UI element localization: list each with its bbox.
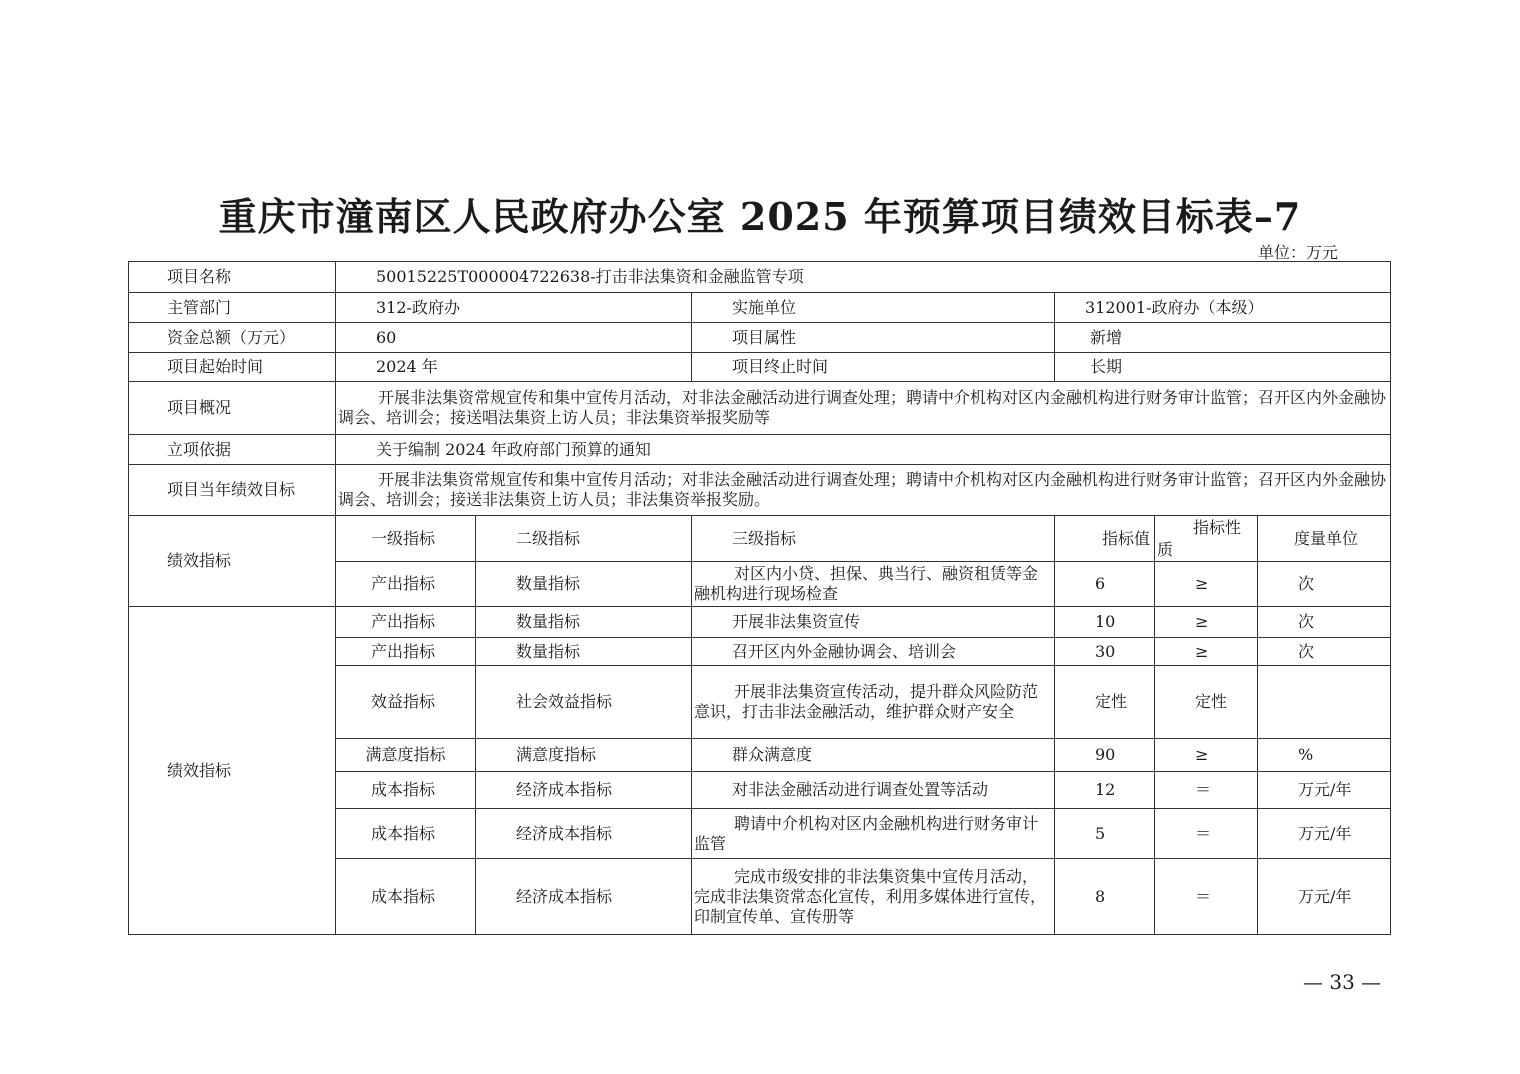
row-basis bbox=[129, 435, 1391, 465]
row4-level1: 满意度指标 bbox=[336, 739, 476, 772]
row0-level2: 数量指标 bbox=[476, 562, 692, 607]
row7-level3: 完成市级安排的非法集资集中宣传月活动，完成非法集资常态化宣传，利用多媒体进行宣传，印制宣传单、宣传册等 bbox=[692, 859, 1055, 935]
funds-label: 资金总额（万元） bbox=[129, 323, 336, 353]
row-overview bbox=[129, 382, 1391, 435]
basis-label: 立项依据 bbox=[129, 435, 336, 465]
goal-value: 开展非法集资常规宣传和集中宣传月活动；对非法金融活动进行调查处理；聘请中介机构对区内金融机构进行财务审计监管；召开区内外金融协调会、培训会；接送非法集资上访人员；非法集资举报奖励。 bbox=[336, 465, 1391, 516]
row6-unit: 万元/年 bbox=[1258, 809, 1391, 859]
row5-unit: 万元/年 bbox=[1258, 772, 1391, 809]
row3-nature: 定性 bbox=[1155, 666, 1258, 739]
start-value: 2024 年 bbox=[336, 353, 692, 382]
row0-level3: 对区内小贷、担保、典当行、融资租赁等金融机构进行现场检查 bbox=[692, 562, 1055, 607]
row3-level3: 开展非法集资宣传活动，提升群众风险防范意识，打击非法金融活动，维护群众财产安全 bbox=[692, 666, 1055, 739]
budget-performance-table bbox=[128, 261, 1391, 935]
row1-value: 10 bbox=[1055, 607, 1155, 638]
row5-level1: 成本指标 bbox=[336, 772, 476, 809]
impl-unit-value bbox=[1055, 293, 1391, 323]
row6-level3: 聘请中介机构对区内金融机构进行财务审计监管 bbox=[692, 809, 1055, 859]
end-label: 项目终止时间 bbox=[692, 353, 1055, 382]
header-nature-bottom: 质 bbox=[1157, 539, 1174, 559]
row5-value: 12 bbox=[1055, 772, 1155, 809]
row4-level3: 群众满意度 bbox=[692, 739, 1055, 772]
row0-unit: 次 bbox=[1258, 562, 1391, 607]
page-number: — 33 — bbox=[1303, 970, 1382, 994]
row-funds bbox=[129, 323, 1391, 353]
row0-value: 6 bbox=[1055, 562, 1155, 607]
header-value: 指标值 bbox=[1055, 516, 1155, 562]
project-name-value: 50015225T000004722638-打击非法集资和金融监管专项 bbox=[336, 262, 1391, 293]
row-time bbox=[129, 353, 1391, 382]
overview-value: 开展非法集资常规宣传和集中宣传月活动，对非法金融活动进行调查处理；聘请中介机构对区内金融机构进行财务审计监管；召开区内外金融协调会、培训会；接送唱法集资上访人员；非法集资举报奖励等 bbox=[336, 382, 1391, 435]
row-dept bbox=[129, 293, 1391, 323]
row6-nature: ＝ bbox=[1155, 809, 1258, 859]
document-title: 重庆市潼南区人民政府办公室 2025 年预算项目绩效目标表–7 bbox=[218, 194, 1302, 239]
row6-value: 5 bbox=[1055, 809, 1155, 859]
row7-nature: ＝ bbox=[1155, 859, 1258, 935]
dept-value: 312-政府办 bbox=[336, 293, 692, 323]
row4-nature: ≥ bbox=[1155, 739, 1258, 772]
row3-level2: 社会效益指标 bbox=[476, 666, 692, 739]
attr-value bbox=[1055, 323, 1391, 353]
row0-level1: 产出指标 bbox=[336, 562, 476, 607]
funds-value: 60 bbox=[336, 323, 692, 353]
row4-level2: 满意度指标 bbox=[476, 739, 692, 772]
row5-level3: 对非法金融活动进行调查处置等活动 bbox=[692, 772, 1055, 809]
row3-unit bbox=[1258, 666, 1391, 739]
start-label: 项目起始时间 bbox=[129, 353, 336, 382]
header-level2: 二级指标 bbox=[476, 516, 692, 562]
row6-level2: 经济成本指标 bbox=[476, 809, 692, 859]
impl-unit-label: 实施单位 bbox=[692, 293, 1055, 323]
header-nature bbox=[1155, 516, 1258, 562]
basis-value: 关于编制 2024 年政府部门预算的通知 bbox=[336, 435, 1391, 465]
row6-level1: 成本指标 bbox=[336, 809, 476, 859]
row1-level1: 产出指标 bbox=[336, 607, 476, 638]
row2-unit: 次 bbox=[1258, 638, 1391, 666]
row3-level1: 效益指标 bbox=[336, 666, 476, 739]
header-level1: 一级指标 bbox=[336, 516, 476, 562]
row7-unit: 万元/年 bbox=[1258, 859, 1391, 935]
row2-level3: 召开区内外金融协调会、培训会 bbox=[692, 638, 1055, 666]
row1-unit: 次 bbox=[1258, 607, 1391, 638]
header-nature-top: 指标性 bbox=[1193, 517, 1242, 537]
attr-text: 新增 bbox=[1090, 327, 1123, 347]
row1-nature: ≥ bbox=[1155, 607, 1258, 638]
row-indicator-headers bbox=[129, 516, 1391, 562]
dept-label: 主管部门 bbox=[129, 293, 336, 323]
end-text: 长期 bbox=[1090, 357, 1123, 376]
row1-level2: 数量指标 bbox=[476, 607, 692, 638]
row7-value: 8 bbox=[1055, 859, 1155, 935]
unit-label: 单位：万元 bbox=[1258, 243, 1339, 262]
row3-value: 定性 bbox=[1055, 666, 1155, 739]
goal-label: 项目当年绩效目标 bbox=[129, 465, 336, 516]
overview-label: 项目概况 bbox=[129, 382, 336, 435]
end-value bbox=[1055, 353, 1391, 382]
row-project-name bbox=[129, 262, 1391, 293]
performance-label-bottom: 绩效指标 bbox=[129, 607, 336, 935]
row2-nature: ≥ bbox=[1155, 638, 1258, 666]
attr-label: 项目属性 bbox=[692, 323, 1055, 353]
row2-value: 30 bbox=[1055, 638, 1155, 666]
row5-nature: ＝ bbox=[1155, 772, 1258, 809]
impl-unit-text: 312001-政府办（本级） bbox=[1085, 297, 1264, 317]
performance-label-top: 绩效指标 bbox=[129, 516, 336, 607]
row4-unit: % bbox=[1258, 739, 1391, 772]
row4-value: 90 bbox=[1055, 739, 1155, 772]
row7-level2: 经济成本指标 bbox=[476, 859, 692, 935]
row2-level1: 产出指标 bbox=[336, 638, 476, 666]
row0-nature: ≥ bbox=[1155, 562, 1258, 607]
row2-level2: 数量指标 bbox=[476, 638, 692, 666]
row-goal bbox=[129, 465, 1391, 516]
indicator-row-1 bbox=[129, 607, 1391, 638]
row1-level3: 开展非法集资宣传 bbox=[692, 607, 1055, 638]
header-unit: 度量单位 bbox=[1258, 516, 1391, 562]
row7-level1: 成本指标 bbox=[336, 859, 476, 935]
header-level3: 三级指标 bbox=[692, 516, 1055, 562]
project-name-label: 项目名称 bbox=[129, 262, 336, 293]
row5-level2: 经济成本指标 bbox=[476, 772, 692, 809]
